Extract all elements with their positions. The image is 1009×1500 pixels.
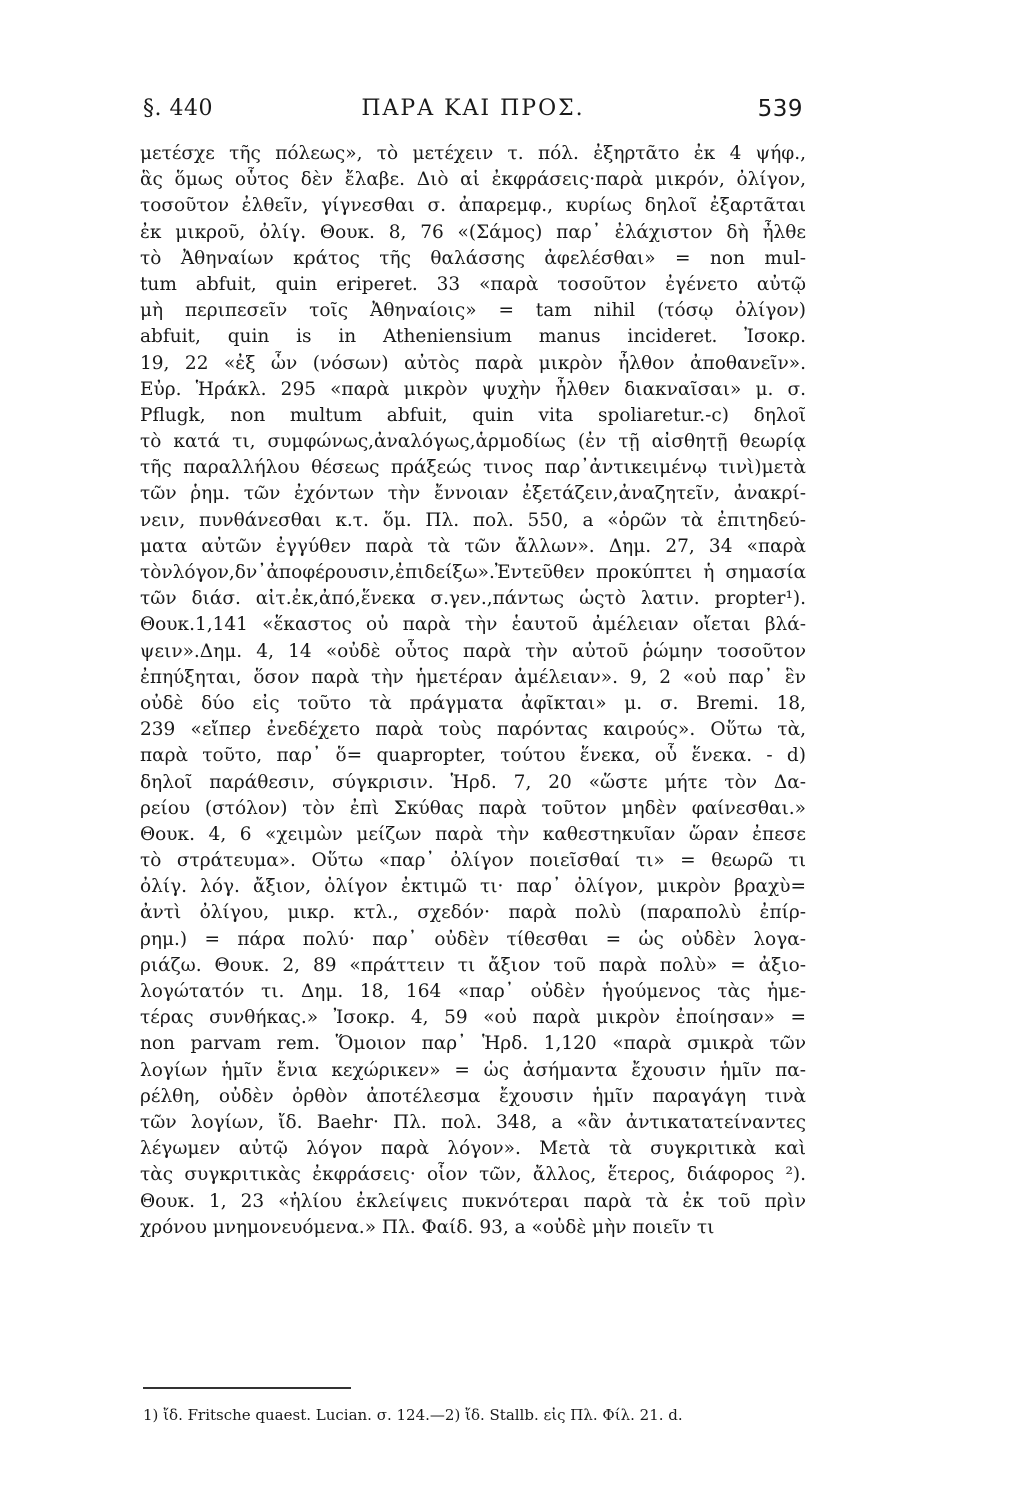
text-line: abfuit, quin is in Atheniensium manus incideret. Ἰσοκρ.	[140, 326, 806, 348]
text-line: ἐπηύξηται, ὅσον παρὰ τὴν ἡμετέραν ἀμέλειαν». 9, 2 «οὐ παρ᾽ ἓν	[140, 666, 806, 688]
text-line: μὴ περιπεσεῖν τοῖς Ἀθηναίοις» = tam nihil (τόσῳ ὀλίγον)	[140, 300, 806, 322]
page-number: 539	[757, 96, 803, 122]
footnote-rule	[143, 1387, 351, 1389]
text-line: ρέλθη, οὐδὲν ὀρθὸν ἀποτέλεσμα ἔχουσιν ἡμῖν παραγάγη τινὰ	[140, 1085, 806, 1107]
text-line: τοσοῦτον ἐλθεῖν, γίγνεσθαι σ. ἀπαρεμφ., κυρίως δηλοῖ ἐξαρτᾶται	[140, 195, 806, 217]
text-line: ρείου (στόλον) τὸν ἐπὶ Σκύθας παρὰ τοῦτον μηδὲν φαίνεσθαι.»	[140, 797, 806, 819]
text-line: ριάζω. Θουκ. 2, 89 «πράττειν τι ἄξιον τοῦ παρὰ πολὺ» = ἀξιο-	[140, 954, 806, 976]
text-line: μετέσχε τῆς πόλεως», τὸ μετέχειν τ. πόλ. ἐξηρτᾶτο ἐκ 4 ψήφ.,	[140, 143, 806, 164]
text-line: Pflugk, non multum abfuit, quin vita spoliaretur.-c) δηλοῖ	[140, 404, 806, 426]
text-line: 19, 22 «ἐξ ὧν (νόσων) αὐτὸς παρὰ μικρὸν ἦλθον ἀποθανεῖν».	[140, 352, 806, 374]
page-title: ΠΑΡΑ ΚΑΙ ΠΡΟΣ.	[361, 96, 585, 121]
text-line: λογώτατόν τι. Δημ. 18, 164 «παρ᾽ οὐδὲν ἡγούμενος τὰς ἡμε-	[140, 981, 806, 1002]
text-line: παρὰ τοῦτο, παρ᾽ ὅ= quapropter, τούτου ἕνεκα, οὗ ἕνεκα. - d)	[140, 745, 806, 767]
body-text	[140, 141, 806, 1241]
text-line: ἐκ μικροῦ, ὀλίγ. Θουκ. 8, 76 «(Σάμος) παρ᾽ ἐλάχιστον δὴ ἦλθε	[140, 221, 806, 243]
text-line: tum abfuit, quin eriperet. 33 «παρὰ τοσοῦτον ἐγένετο αὐτῷ	[140, 273, 806, 295]
text-line: τῶν ῥημ. τῶν ἐχόντων τὴν ἔννοιαν ἐξετάζειν,ἀναζητεῖν, ἀνακρί-	[140, 483, 806, 505]
text-line: τέρας συνθήκας.» Ἰσοκρ. 4, 59 «οὐ παρὰ μικρὸν ἐποίησαν» =	[140, 1007, 806, 1029]
running-header	[143, 96, 803, 132]
text-line: τὸ κατά τι, συμφώνως,ἀναλόγως,ἁρμοδίως (ἐν τῇ αἰσθητῇ θεωρίᾳ	[140, 431, 806, 453]
text-line: ματα αὐτῶν ἐγγύθεν παρὰ τὰ τῶν ἄλλων». Δημ. 27, 34 «παρὰ	[140, 535, 806, 557]
text-line: τῆς παραλλήλου θέσεως πράξεώς τινος παρ᾽ἀντικειμένῳ τινὶ)μετὰ	[140, 457, 806, 479]
text-line: λογίων ἡμῖν ἔνια κεχώρικεν» = ὡς ἀσήμαντα ἔχουσιν ἡμῖν πα-	[140, 1059, 806, 1081]
text-line: οὐδὲ δύο εἰς τοῦτο τὰ πράγματα ἀφῖκται» μ. σ. Bremi. 18,	[140, 692, 806, 714]
text-line: ρημ.) = πάρα πολύ· παρ᾽ οὐδὲν τίθεσθαι = ὡς οὐδὲν λογα-	[140, 928, 806, 950]
text-line: ἀντὶ ὀλίγου, μικρ. κτλ., σχεδόν· παρὰ πολὺ (παραπολὺ ἐπίρ-	[140, 902, 806, 924]
text-line: Θουκ.1,141 «ἕκαστος οὐ παρὰ τὴν ἑαυτοῦ ἀμέλειαν οἴεται βλά-	[140, 614, 806, 636]
text-line: τὸ στράτευμα». Οὕτω «παρ᾽ ὀλίγον ποιεῖσθαί τι» = θεωρῶ τι	[140, 850, 806, 872]
text-line: non parvam rem. Ὅμοιον παρ᾽ Ἡρδ. 1,120 «παρὰ σμικρὰ τῶν	[140, 1033, 806, 1055]
text-line: ἃς ὅμως οὗτος δὲν ἔλαβε. Διὸ αἱ ἐκφράσεις·παρὰ μικρόν, ὀλίγον,	[140, 169, 806, 191]
text-line: Θουκ. 4, 6 «χειμὼν μείζων παρὰ τὴν καθεστηκυῖαν ὥραν ἐπεσε	[140, 823, 806, 845]
text-line: Θουκ. 1, 23 «ἡλίου ἐκλείψεις πυκνότεραι παρὰ τὰ ἐκ τοῦ πρὶν	[140, 1190, 806, 1212]
text-line: λέγωμεν αὐτῷ λόγον παρὰ λόγον». Μετὰ τὰ συγκριτικὰ καὶ	[140, 1138, 806, 1160]
footnote: 1) ἴδ. Fritsche quaest. Lucian. σ. 124.—2) ἴδ. Stallb. εἰς Πλ. Φίλ. 21. d.	[143, 1406, 683, 1424]
text-line: 239 «εἴπερ ἐνεδέχετο παρὰ τοὺς παρόντας καιρούς». Οὕτω τὰ,	[140, 719, 806, 741]
text-line: τῶν διάσ. αἰτ.ἐκ,ἀπό,ἕνεκα σ.γεν.,πάντως ὡςτὸ λατιν. propter¹).	[140, 588, 806, 610]
text-line: δηλοῖ παράθεσιν, σύγκρισιν. Ἡρδ. 7, 20 «ὥστε μήτε τὸν Δα-	[140, 771, 806, 793]
text-line: Εὐρ. Ἡράκλ. 295 «παρὰ μικρὸν ψυχὴν ἦλθεν διακναῖσαι» μ. σ.	[140, 378, 806, 400]
text-line: τῶν λογίων, ἴδ. Baehr· Πλ. πολ. 348, a «ἂν ἀντικατατείναντες	[140, 1111, 806, 1133]
text-line: νειν, πυνθάνεσθαι κ.τ. ὅμ. Πλ. πολ. 550, a «ὁρῶν τὰ ἐπιτηδεύ-	[140, 509, 806, 531]
text-line: ψειν».Δημ. 4, 14 «οὐδὲ οὗτος παρὰ τὴν αὐτοῦ ῥώμην τοσοῦτον	[140, 640, 806, 662]
text-line: τὰς συγκριτικὰς ἐκφράσεις· οἷον τῶν, ἄλλος, ἕτερος, διάφορος ²).	[140, 1164, 806, 1186]
text-line: χρόνου μνημονευόμενα.» Πλ. Φαίδ. 93, a «οὐδὲ μὴν ποιεῖν τι	[140, 1216, 715, 1238]
text-line: ὀλίγ. λόγ. ἄξιον, ὀλίγον ἐκτιμῶ τι· παρ᾽ ὀλίγον, μικρὸν βραχὺ=	[140, 876, 806, 898]
section-number: §. 440	[143, 96, 213, 121]
text-line: τὸνλόγον,δν᾽ἀποφέρουσιν,ἐπιδείξω».Ἐντεῦθεν προκύπτει ἡ σημασία	[140, 562, 806, 583]
text-line: τὸ Ἀθηναίων κράτος τῆς θαλάσσης ἀφελέσθαι» = non mul-	[140, 247, 806, 269]
